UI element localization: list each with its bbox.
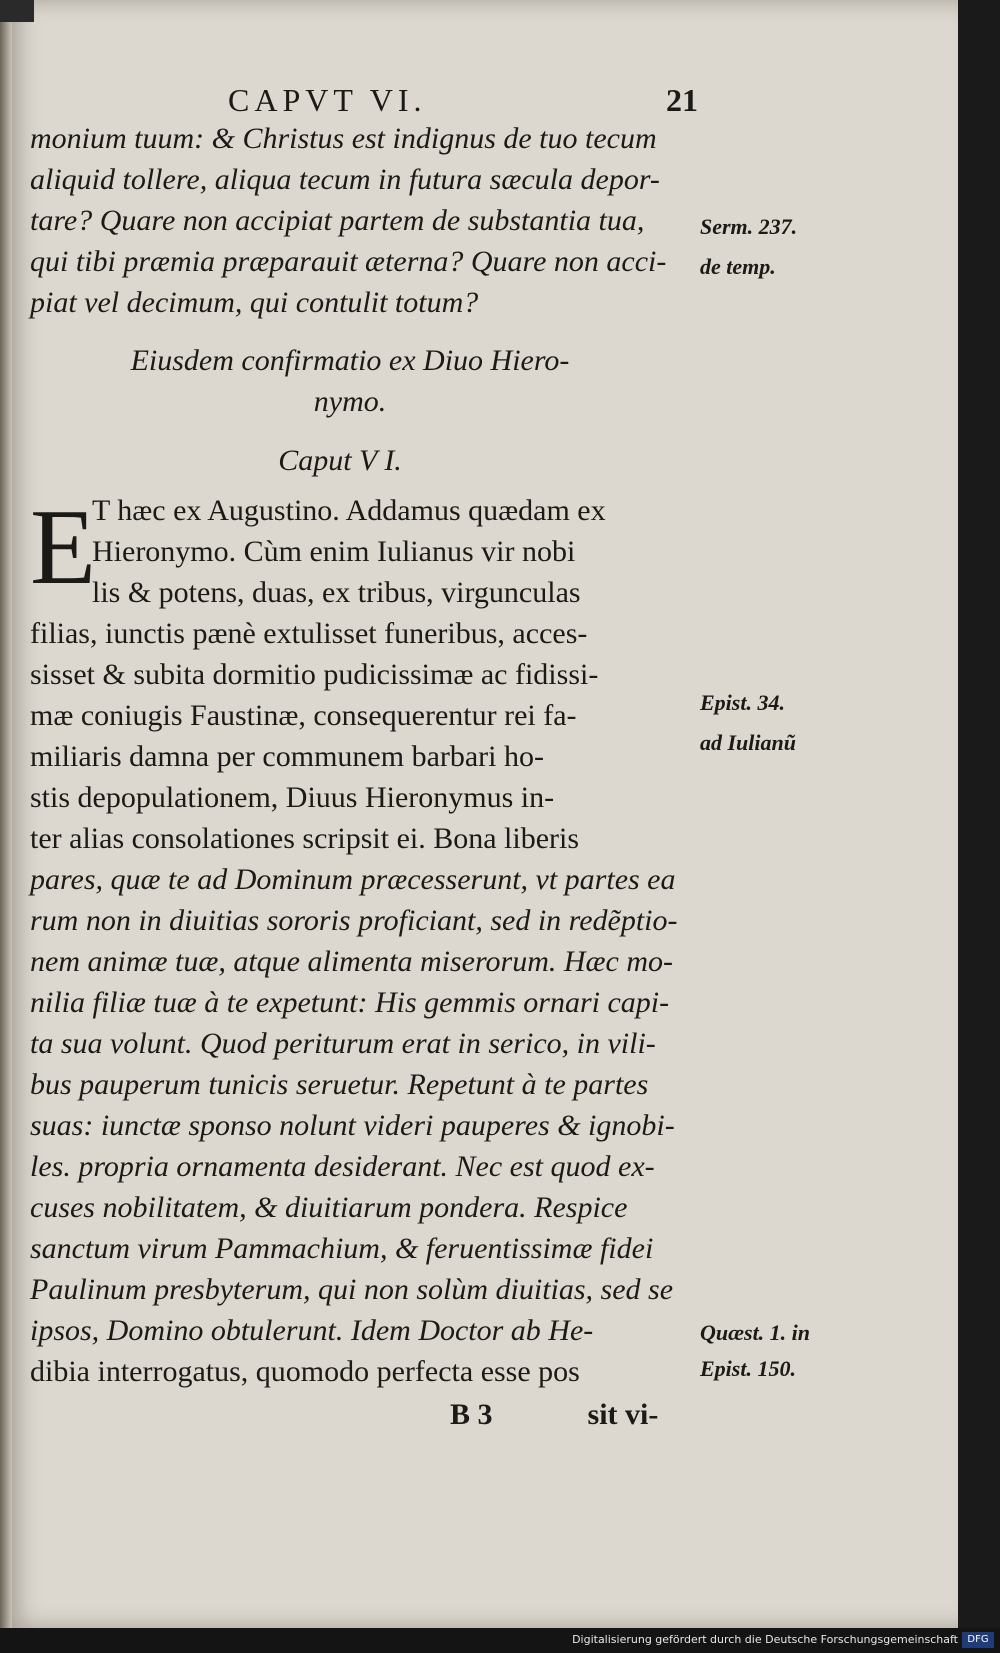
text-line: tare? Quare non accipiat partem de substantia tua, — [30, 204, 645, 237]
chapter-label: Caput V I. — [278, 444, 402, 477]
text-line: ta sua volunt. Quod periturum erat in serico, in vili- — [30, 1027, 656, 1060]
catchword: sit vi- — [587, 1398, 659, 1431]
section-title — [40, 340, 660, 422]
text-line: suas: iunctæ sponso nolunt videri pauperes & ignobi- — [30, 1109, 675, 1142]
margin-note-epist: Epist. 34. — [700, 690, 785, 715]
text-line: nilia filiæ tuæ à te expetunt: His gemmis ornari capi- — [30, 986, 670, 1019]
drop-capital: E — [30, 488, 96, 607]
digitization-footer — [0, 1628, 1000, 1653]
section-title-line: nymo. — [313, 385, 387, 418]
scan-corner-mark — [0, 0, 34, 22]
text-line: sisset & subita dormitio pudicissimæ ac fidissi- — [30, 658, 599, 691]
signature: B 3 — [450, 1398, 493, 1431]
running-head-title: CAPVT VI. — [228, 82, 427, 118]
text-line: monium tuum: & Christus est indignus de tuo tecum — [30, 122, 657, 155]
margin-note-serm: Serm. 237. — [700, 214, 798, 239]
text-line: piat vel decimum, qui contulit totum? — [30, 286, 479, 319]
signature-mark — [450, 1394, 710, 1435]
page-gutter-edge — [0, 0, 12, 1628]
text-line: lis & potens, duas, ex tribus, virgunculas — [92, 576, 581, 609]
text-line: les. propria ornamenta desiderant. Nec est quod ex- — [30, 1150, 655, 1183]
text-line: T hæc ex Augustino. Addamus quædam ex — [92, 494, 606, 527]
text-line: nem animæ tuæ, atque alimenta miserorum. Hæc mo- — [30, 945, 674, 978]
text-line: qui tibi præmia præparauit æterna? Quare non acci- — [30, 245, 667, 278]
text-line: filias, iunctis pænè extulisset funeribus, acces- — [30, 617, 588, 650]
margin-note-epist: ad Iulianũ — [700, 730, 796, 755]
text-line: ipsos, Domino obtulerunt. Idem Doctor ab He- — [30, 1314, 594, 1347]
folio-number: 21 — [666, 82, 698, 118]
text-line: ter alias consolationes scripsit ei. Bona liberis — [30, 822, 580, 855]
text-line: miliaris damna per communem barbari ho- — [30, 740, 544, 773]
text-line: dibia interrogatus, quomodo perfecta esse pos — [30, 1355, 580, 1388]
section-title-line: Eiusdem confirmatio ex Diuo Hiero- — [130, 344, 570, 377]
page-footer-line — [450, 1394, 710, 1435]
margin-note-serm: de temp. — [700, 254, 776, 279]
body-text-block — [30, 490, 710, 1392]
text-line: mæ coniugis Faustinæ, consequerentur rei fa- — [30, 699, 577, 732]
chapter-heading — [40, 440, 640, 481]
text-line: Hieronymo. Cùm enim Iulianus vir nobi — [92, 535, 576, 568]
top-text-block — [30, 118, 710, 323]
text-line: sanctum virum Pammachium, & feruentissimæ fidei — [30, 1232, 654, 1265]
dfg-logo: DFG — [962, 1632, 994, 1648]
funding-credit: Digitalisierung gefördert durch die Deutsche Forschungsgemeinschaft — [572, 1633, 958, 1646]
text-line: stis depopulationem, Diuus Hieronymus in- — [30, 781, 555, 814]
text-line: Paulinum presbyterum, qui non solùm diuitias, sed se — [30, 1273, 674, 1306]
margin-note-quaest: Quæst. 1. in — [700, 1320, 811, 1345]
margin-note-quaest: Epist. 150. — [700, 1356, 796, 1381]
text-line: pares, quæ te ad Dominum præcesserunt, vt partes ea — [30, 863, 676, 896]
text-line: aliquid tollere, aliqua tecum in futura sæcula depor- — [30, 163, 660, 196]
running-head — [228, 82, 698, 119]
text-line: rum non in diuitias sororis proficiant, sed in redẽptio- — [30, 904, 678, 937]
text-line: cuses nobilitatem, & diuitiarum pondera. Respice — [30, 1191, 628, 1224]
text-line: bus pauperum tunicis seruetur. Repetunt à te partes — [30, 1068, 649, 1101]
